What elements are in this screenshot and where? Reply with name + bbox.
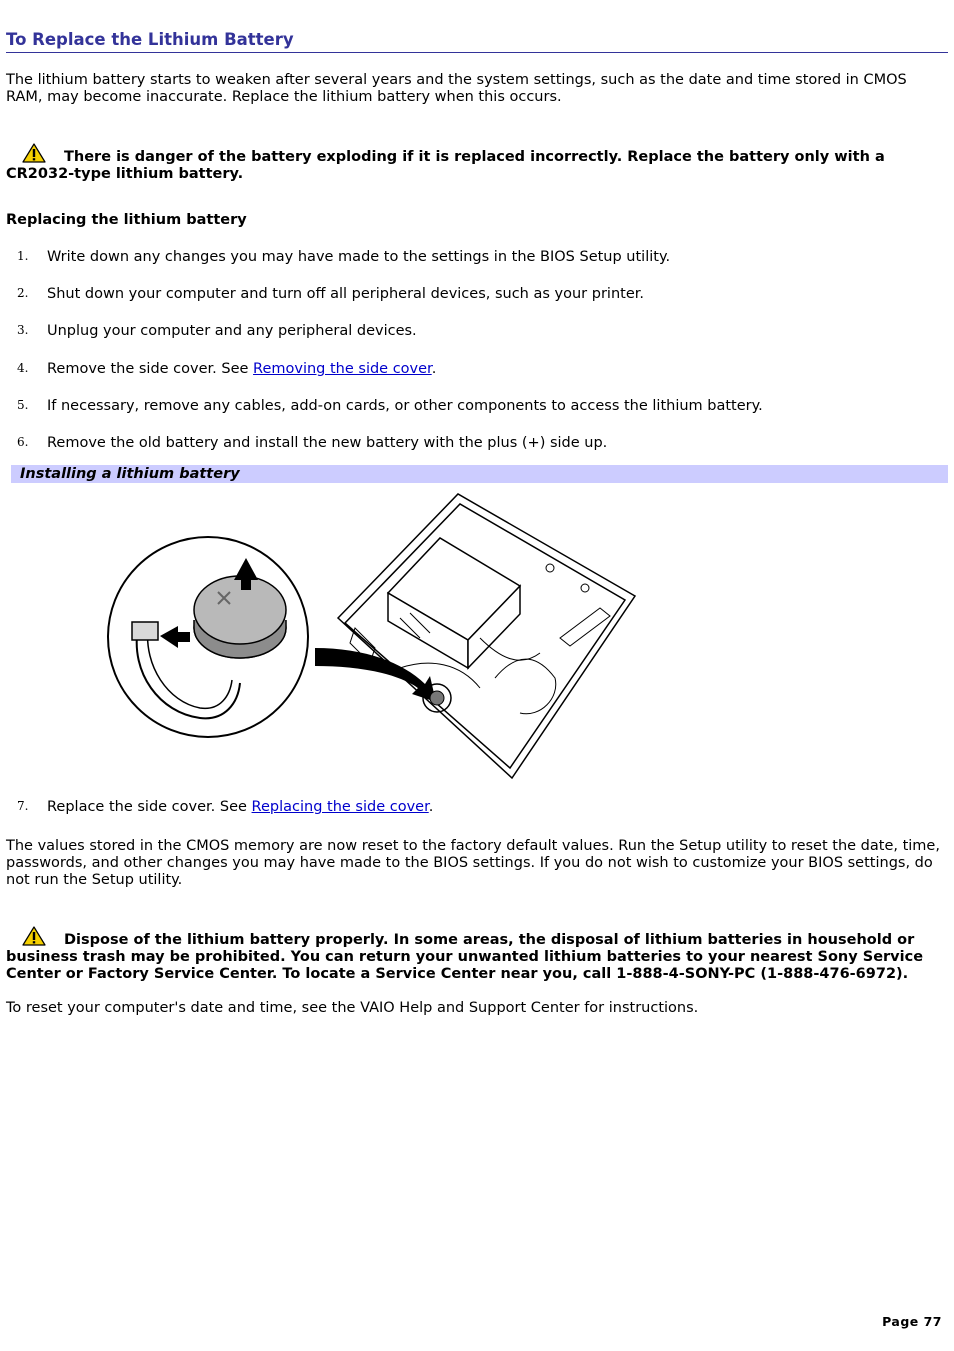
step-text: Replace the side cover. See (47, 799, 252, 815)
step-text: Remove the old battery and install the new battery with the plus (+) side up. (47, 435, 608, 451)
step-number: 6. (17, 435, 29, 449)
warning-explosion (6, 143, 950, 183)
step-5 (0, 398, 950, 418)
step-text: Shut down your computer and turn off all peripheral devices, such as your printer. (47, 286, 644, 302)
step-text-container (47, 361, 436, 377)
step-6 (0, 435, 950, 455)
step-number: 2. (17, 286, 29, 300)
closing-paragraph: To reset your computer's date and time, see the VAIO Help and Support Center for instructions. (6, 1000, 699, 1016)
cmos-reset-paragraph: The values stored in the CMOS memory are now reset to the factory default values. Run the Setup utility to reset the date, time, passwords, and other changes you may have made to the BIOS settings. If you do not wish to customize your BIOS settings, do not run the Setup utility. (6, 838, 940, 888)
step-text: Write down any changes you may have made to the settings in the BIOS Setup utility. (47, 249, 671, 265)
page-number: Page 77 (882, 1314, 942, 1329)
warning-disposal-text: Dispose of the lithium battery properly. In some areas, the disposal of lithium batteries in household or business trash may be prohibited. You can return your unwanted lithium batteries to your nearest Sony Service Center or Factory Service Center. To locate a Service Center near you, call 1-888-4-SONY-PC (1-888-476-6972). (6, 932, 924, 982)
warning-icon (22, 143, 46, 163)
step-3 (0, 323, 950, 343)
warning-icon (22, 926, 46, 946)
step-text-container (47, 799, 433, 815)
step-1 (0, 249, 950, 269)
step-text: Remove the side cover. See (47, 361, 254, 377)
step-number: 5. (17, 398, 29, 412)
step-4 (0, 361, 950, 381)
battery-installation-illustration (100, 488, 645, 783)
step-7 (0, 799, 950, 819)
figure-caption: Installing a lithium battery (11, 465, 948, 483)
warning-explosion-text: There is danger of the battery exploding if it is replaced incorrectly. Replace the battery only with a CR2032-type lithium battery. (6, 149, 885, 182)
step-text-end: . (428, 799, 434, 815)
page-title: To Replace the Lithium Battery (6, 30, 948, 53)
step-2 (0, 286, 950, 306)
step-number: 4. (17, 361, 29, 375)
warning-disposal (6, 926, 950, 983)
section-heading: Replacing the lithium battery (6, 212, 247, 228)
step-text: Unplug your computer and any peripheral devices. (47, 323, 417, 339)
step-number: 7. (17, 799, 29, 813)
step-text-end: . (431, 361, 437, 377)
step-number: 1. (17, 249, 29, 263)
step-number: 3. (17, 323, 29, 337)
removing-side-cover-link[interactable]: Removing the side cover (253, 361, 432, 377)
replacing-side-cover-link[interactable]: Replacing the side cover (251, 799, 429, 815)
step-text: If necessary, remove any cables, add-on cards, or other components to access the lithium battery. (47, 398, 763, 414)
intro-paragraph: The lithium battery starts to weaken after several years and the system settings, such as the date and time stored in CMOS RAM, may become inaccurate. Replace the lithium battery when this occurs. (6, 72, 907, 105)
